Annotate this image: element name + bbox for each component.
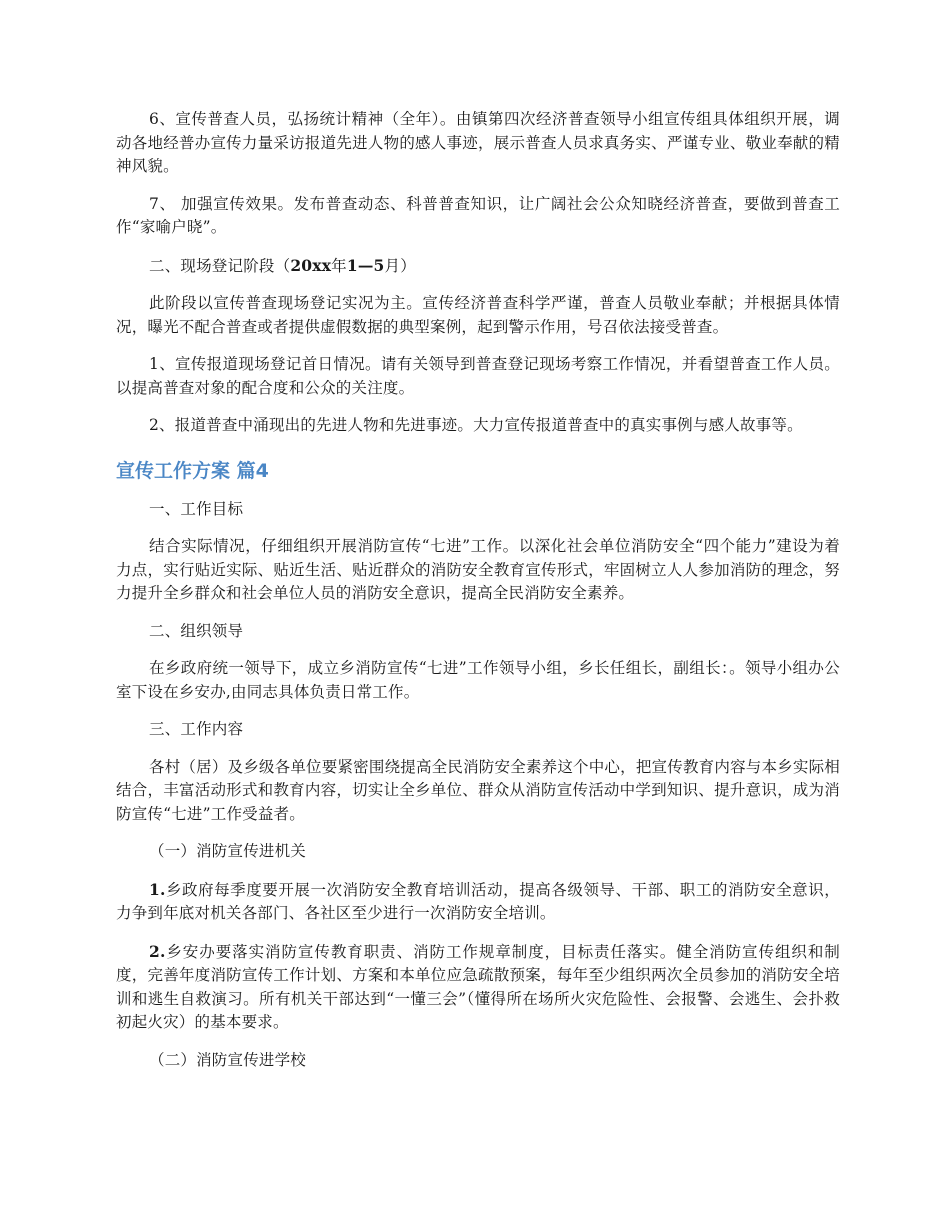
sub1-item-1 [116,878,840,926]
sub1-item-1-text: 乡政府每季度要开展一次消防安全教育培训活动，提高各级领导、干部、职工的消防安全意识，力争到年底对机关各部门、各社区至少进行一次消防安全培训。 [116,880,840,922]
stage2-title-suffix: 月） [384,256,416,275]
stage2-title-prefix: 二、现场登记阶段（ [149,256,291,275]
sub1-item-2-num: 2. [149,941,166,961]
stage2-item-1: 1、宣传报道现场登记首日情况。请有关领导到普查登记现场考察工作情况，并看望普查工作人员。以提高普查对象的配合度和公众的关注度。 [116,355,840,397]
stage2-title-year: 20xx [290,255,332,275]
document-page [116,108,840,1086]
stage2-title-mid: 年 [331,256,347,275]
org-body: 在乡政府统一领导下，成立乡消防宣传“七进”工作领导小组，乡长任组长，副组长：。领导小组办公室下设在乡安办,由同志具体负责日常工作。 [116,659,840,701]
content-title: 三、工作内容 [149,720,244,738]
stage2-item-2: 2、报道普查中涌现出的先进人物和先进事迹。大力宣传报道普查中的真实事例与感人故事等。 [149,416,803,434]
sub1-title: （一）消防宣传进机关 [149,842,307,860]
article-heading: 宣传工作方案 篇4 [116,459,269,482]
stage2-body: 此阶段以宣传普查现场登记实况为主。宣传经济普查科学严谨，普查人员敬业奉献；并根据具体情况，曝光不配合普查或者提供虚假数据的典型案例，起到警示作用，号召依法接受普查。 [116,294,840,336]
goal-body: 结合实际情况，仔细组织开展消防宣传“七进”工作。以深化社会单位消防安全“四个能力”建设为着力点，实行贴近实际、贴近生活、贴近群众的消防安全教育宣传形式，牢固树立人人参加消防的理念，努力提升全乡群众和社会单位人员的消防安全意识，提高全民消防安全素养。 [116,537,840,602]
sub1-item-2-text: 乡安办要落实消防宣传教育职责、消防工作规章制度，目标责任落实。健全消防宣传组织和制度，完善年度消防宣传工作计划、方案和本单位应急疏散预案，每年至少组织两次全员参加的消防安全培训和逃生自救演习。所有机关干部达到“一懂三会”（懂得所在场所火灾危险性、会报警、会逃生、会扑救初起火灾）的基本要求。 [116,942,840,1031]
sub1-item-1-num: 1. [149,879,166,899]
sub2-title: （二）消防宣传进学校 [149,1050,307,1069]
paragraph-item-7: 7、 加强宣传效果。发布普查动态、科普普查知识，让广阔社会公众知晓经济普查，要做到普查工作“家喻户晓”。 [116,194,840,236]
goal-title: 一、工作目标 [149,499,244,518]
sub1-item-2 [116,940,840,1035]
paragraph-item-6: 6、宣传普查人员，弘扬统计精神（全年）。由镇第四次经济普查领导小组宣传组具体组织开展，调动各地经普办宣传力量采访报道先进人物的感人事迹，展示普查人员求真务实、严谨专业、敬业奉献的精神风貌。 [116,110,840,175]
stage2-title-months: 1—5 [346,255,385,275]
content-body: 各村（居）及乡级各单位要紧密围绕提高全民消防安全素养这个中心，把宣传教育内容与本乡实际相结合，丰富活动形式和教育内容，切实让全乡单位、群众从消防宣传活动中学到知识、提升意识，成为消防宣传“七进”工作受益者。 [116,757,840,823]
org-title: 二、组织领导 [149,621,244,640]
stage2-title [116,254,840,279]
